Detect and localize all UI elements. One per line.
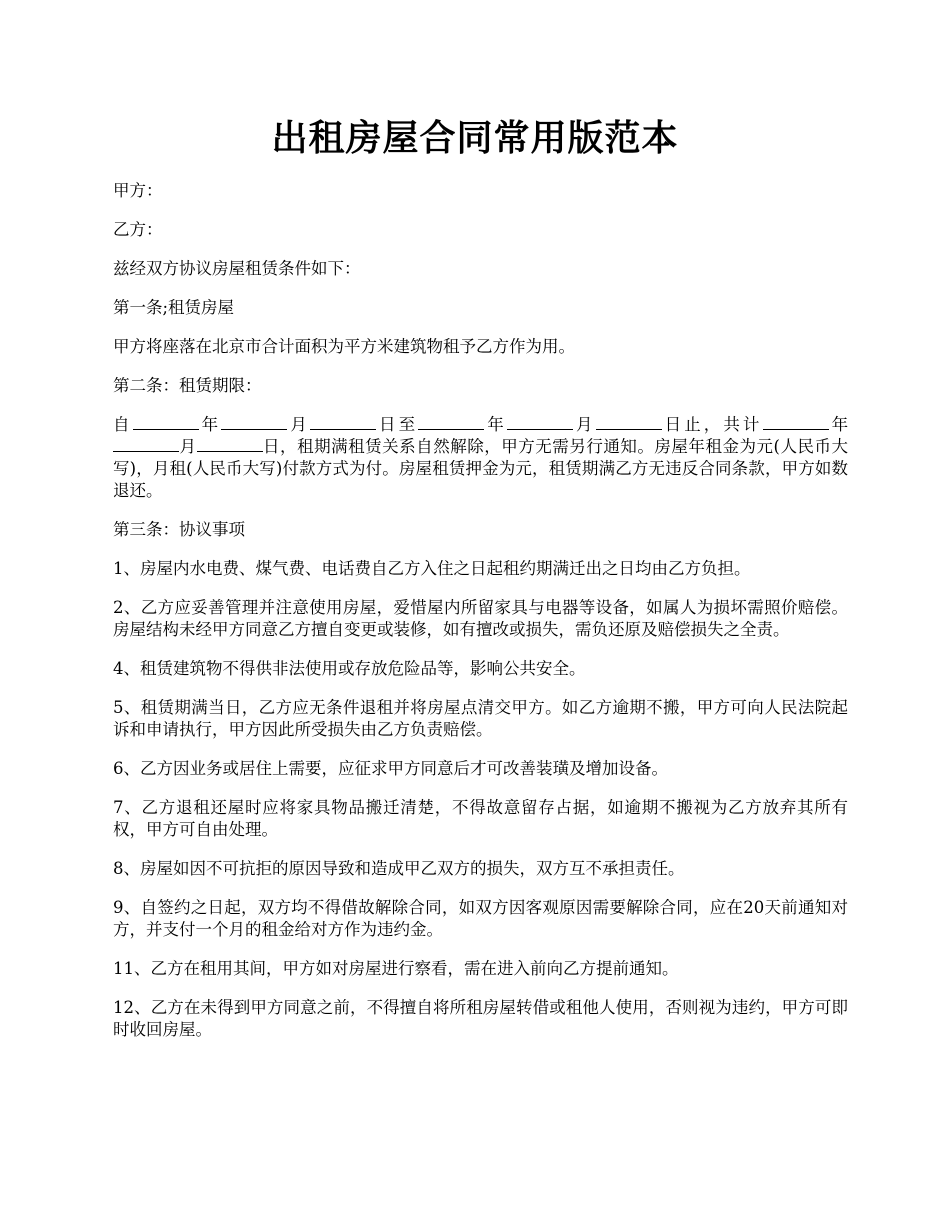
start-month-blank (221, 414, 287, 430)
term-month-text: 月 (287, 415, 310, 434)
start-day-blank (310, 414, 376, 430)
term-day-end-text: 日止，共计 (661, 415, 763, 434)
agreement-item: 2、乙方应妥善管理并注意使用房屋，爱惜屋内所留家具与电器等设备，如属人为损坏需照价赔偿。房屋结构未经甲方同意乙方擅自变更或装修，如有擅改或损失，需负还原及赔偿损失之全责。 (113, 598, 848, 639)
document-body (113, 180, 848, 1058)
term-year-text: 年 (828, 415, 849, 434)
agreement-item: 6、乙方因业务或居住上需要，应征求甲方同意后才可改善装璜及增加设备。 (113, 759, 668, 778)
end-month-blank (507, 414, 573, 430)
agreement-item: 12、乙方在未得到甲方同意之前，不得擅自将所租房屋转借或租他人使用，否则视为违约，甲方可即时收回房屋。 (113, 998, 848, 1039)
term-day-rest-text: 日，租期满租赁关系自然解除，甲方无需另行通知。房屋年租金为元(人民币大写)，月租(人民币大写)付款方式为付。房屋租赁押金为元，租赁期满乙方无违反合同条款，甲方如数退还。 (113, 437, 849, 500)
agreement-item: 7、乙方退租还屋时应将家具物品搬迁清楚，不得故意留存占据，如逾期不搬视为乙方放弃其所有权，甲方可自由处理。 (113, 798, 848, 839)
intro-paragraph: 兹经双方协议房屋租赁条件如下： (113, 259, 361, 278)
agreement-item: 9、自签约之日起，双方均不得借故解除合同，如双方因客观原因需要解除合同，应在20天前通知对方，并支付一个月的租金给对方作为违约金。 (113, 898, 848, 939)
agreement-item: 5、租赁期满当日，乙方应无条件退租并将房屋点清交甲方。如乙方逾期不搬，甲方可向人民法院起诉和申请执行，甲方因此所受损失由乙方负责赔偿。 (113, 698, 848, 739)
agreement-item: 4、租赁建筑物不得供非法使用或存放危险品等，影响公共安全。 (113, 659, 586, 678)
end-day-blank (596, 414, 662, 430)
start-year-blank (133, 414, 199, 430)
article-1-heading: 第一条;租赁房屋 (113, 298, 235, 317)
term-from-text: 自 (113, 415, 133, 434)
party-a-line: 甲方： (113, 181, 163, 200)
agreement-item: 11、乙方在租用其间，甲方如对房屋进行察看，需在进入前向乙方提前通知。 (113, 959, 679, 978)
article-1-text: 甲方将座落在北京市合计面积为平方米建筑物租予乙方作为用。 (113, 337, 575, 356)
term-year-text: 年 (484, 415, 507, 434)
total-year-blank (763, 414, 829, 430)
article-3-heading: 第三条：协议事项 (113, 520, 245, 539)
total-month-blank (113, 436, 179, 452)
term-month-text: 月 (179, 437, 197, 456)
article-2-heading: 第二条：租赁期限： (113, 376, 262, 395)
document-title: 出租房屋合同常用版范本 (271, 117, 679, 159)
total-day-blank (197, 436, 263, 452)
agreement-item: 1、房屋内水电费、煤气费、电话费自乙方入住之日起租约期满迁出之日均由乙方负担。 (113, 559, 751, 578)
article-2-term-paragraph (113, 414, 848, 502)
term-year-text: 年 (198, 415, 222, 434)
term-day-to-text: 日至 (375, 415, 419, 434)
end-year-blank (418, 414, 484, 430)
term-month-text: 月 (572, 415, 596, 434)
agreement-item: 8、房屋如因不可抗拒的原因导致和造成甲乙双方的损失，双方互不承担责任。 (113, 859, 685, 878)
party-b-line: 乙方： (113, 220, 163, 239)
